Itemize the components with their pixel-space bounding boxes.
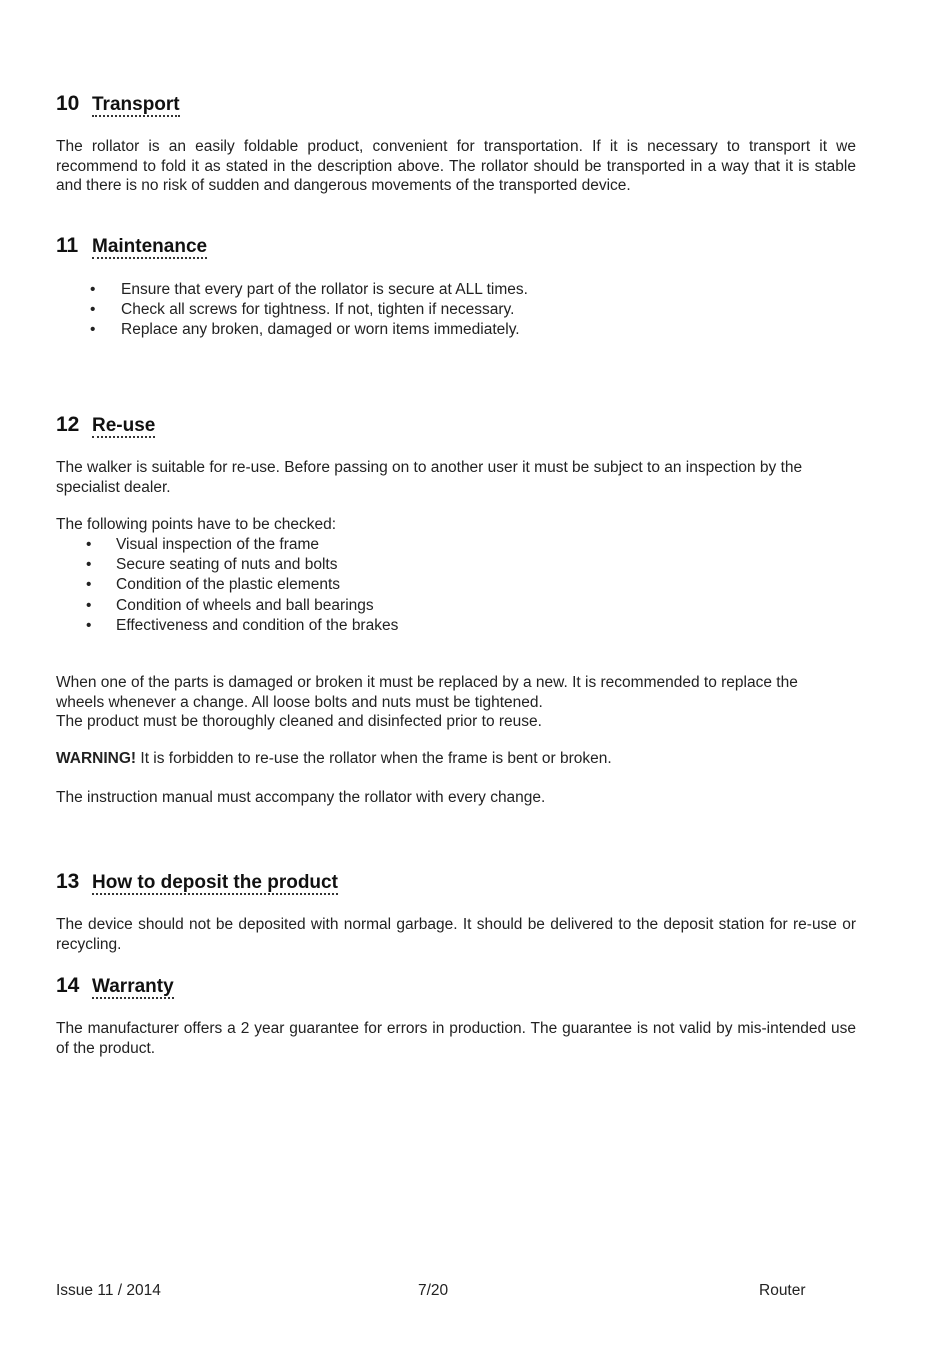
footer-issue: Issue 11 / 2014 <box>56 1282 161 1299</box>
footer-page-number: 7/20 <box>418 1282 449 1299</box>
section-title: Warranty <box>92 976 174 997</box>
section-heading-transport <box>56 91 856 118</box>
warranty-paragraph: The manufacturer offers a 2 year guarantee for errors in production. The guarantee is not valid by mis-intended use of the product. <box>56 1020 856 1057</box>
bullet-icon: • <box>90 321 96 339</box>
checklist-intro: The following points have to be checked: <box>56 516 337 533</box>
list-item-text: Replace any broken, damaged or worn items immediately. <box>121 321 520 339</box>
section-number: 13 <box>56 870 80 893</box>
warning-paragraph <box>56 749 856 769</box>
replacement-note <box>56 673 856 732</box>
bullet-icon: • <box>90 301 96 319</box>
section-title: Transport <box>92 94 180 115</box>
section-heading-warranty <box>56 973 856 1000</box>
list-item-text: Check all screws for tightness. If not, tighten if necessary. <box>121 301 515 319</box>
list-item <box>56 300 856 320</box>
replacement-line: wheels whenever a change. All loose bolts and nuts must be tightened. <box>56 693 543 711</box>
transport-paragraph: The rollator is an easily foldable product, convenient for transportation. If it is necessary to transport it we recommend to fold it as stated in the description above. The rollator should be transported in a way that it is stable and there is no risk of sudden and dangerous movements of the transported device. <box>56 138 856 194</box>
replacement-line: The product must be thoroughly cleaned and disinfected prior to reuse. <box>56 713 542 730</box>
list-item-text: Visual inspection of the frame <box>116 536 320 553</box>
list-item-text: Secure seating of nuts and bolts <box>116 556 338 574</box>
list-item <box>56 555 856 575</box>
bullet-icon: • <box>86 616 92 634</box>
list-item <box>56 280 856 300</box>
section-number: 11 <box>56 234 79 257</box>
section-heading-reuse <box>56 412 856 439</box>
footer-brand: Router <box>759 1282 806 1299</box>
list-item-text: Condition of the plastic elements <box>116 576 341 594</box>
deposit-paragraph: The device should not be deposited with normal garbage. It should be delivered to the deposit station for re-use or recycling. <box>56 916 856 953</box>
section-heading-deposit <box>56 869 856 896</box>
list-item <box>56 616 856 636</box>
list-item <box>56 535 856 555</box>
reuse-checklist <box>56 535 856 636</box>
list-item-text: Condition of wheels and ball bearings <box>116 596 374 614</box>
warning-label: WARNING! <box>56 750 137 767</box>
section-number: 14 <box>56 974 80 997</box>
section-title: Re-use <box>92 415 156 436</box>
list-item-text: Effectiveness and condition of the brakes <box>116 616 399 634</box>
section-title: How to deposit the product <box>92 872 338 893</box>
reuse-intro: The walker is suitable for re-use. Before passing on to another user it must be subject to an inspection by the specialist dealer. <box>56 459 803 496</box>
maintenance-list <box>56 280 856 341</box>
section-number: 12 <box>56 413 80 436</box>
bullet-icon: • <box>86 536 92 553</box>
bullet-icon: • <box>86 556 92 574</box>
bullet-icon: • <box>90 281 96 298</box>
list-item <box>56 575 856 595</box>
section-title: Maintenance <box>92 236 208 257</box>
list-item <box>56 596 856 616</box>
warning-text: It is forbidden to re-use the rollator when the frame is bent or broken. <box>136 750 612 767</box>
list-item-text: Ensure that every part of the rollator is secure at ALL times. <box>121 281 528 298</box>
manual-note: The instruction manual must accompany the rollator with every change. <box>56 789 546 806</box>
replacement-line: When one of the parts is damaged or broken it must be replaced by a new. It is recommended to replace the <box>56 674 798 691</box>
section-number: 10 <box>56 92 80 115</box>
list-item <box>56 320 856 340</box>
section-heading-maintenance <box>56 233 856 260</box>
bullet-icon: • <box>86 576 92 594</box>
bullet-icon: • <box>86 596 92 614</box>
